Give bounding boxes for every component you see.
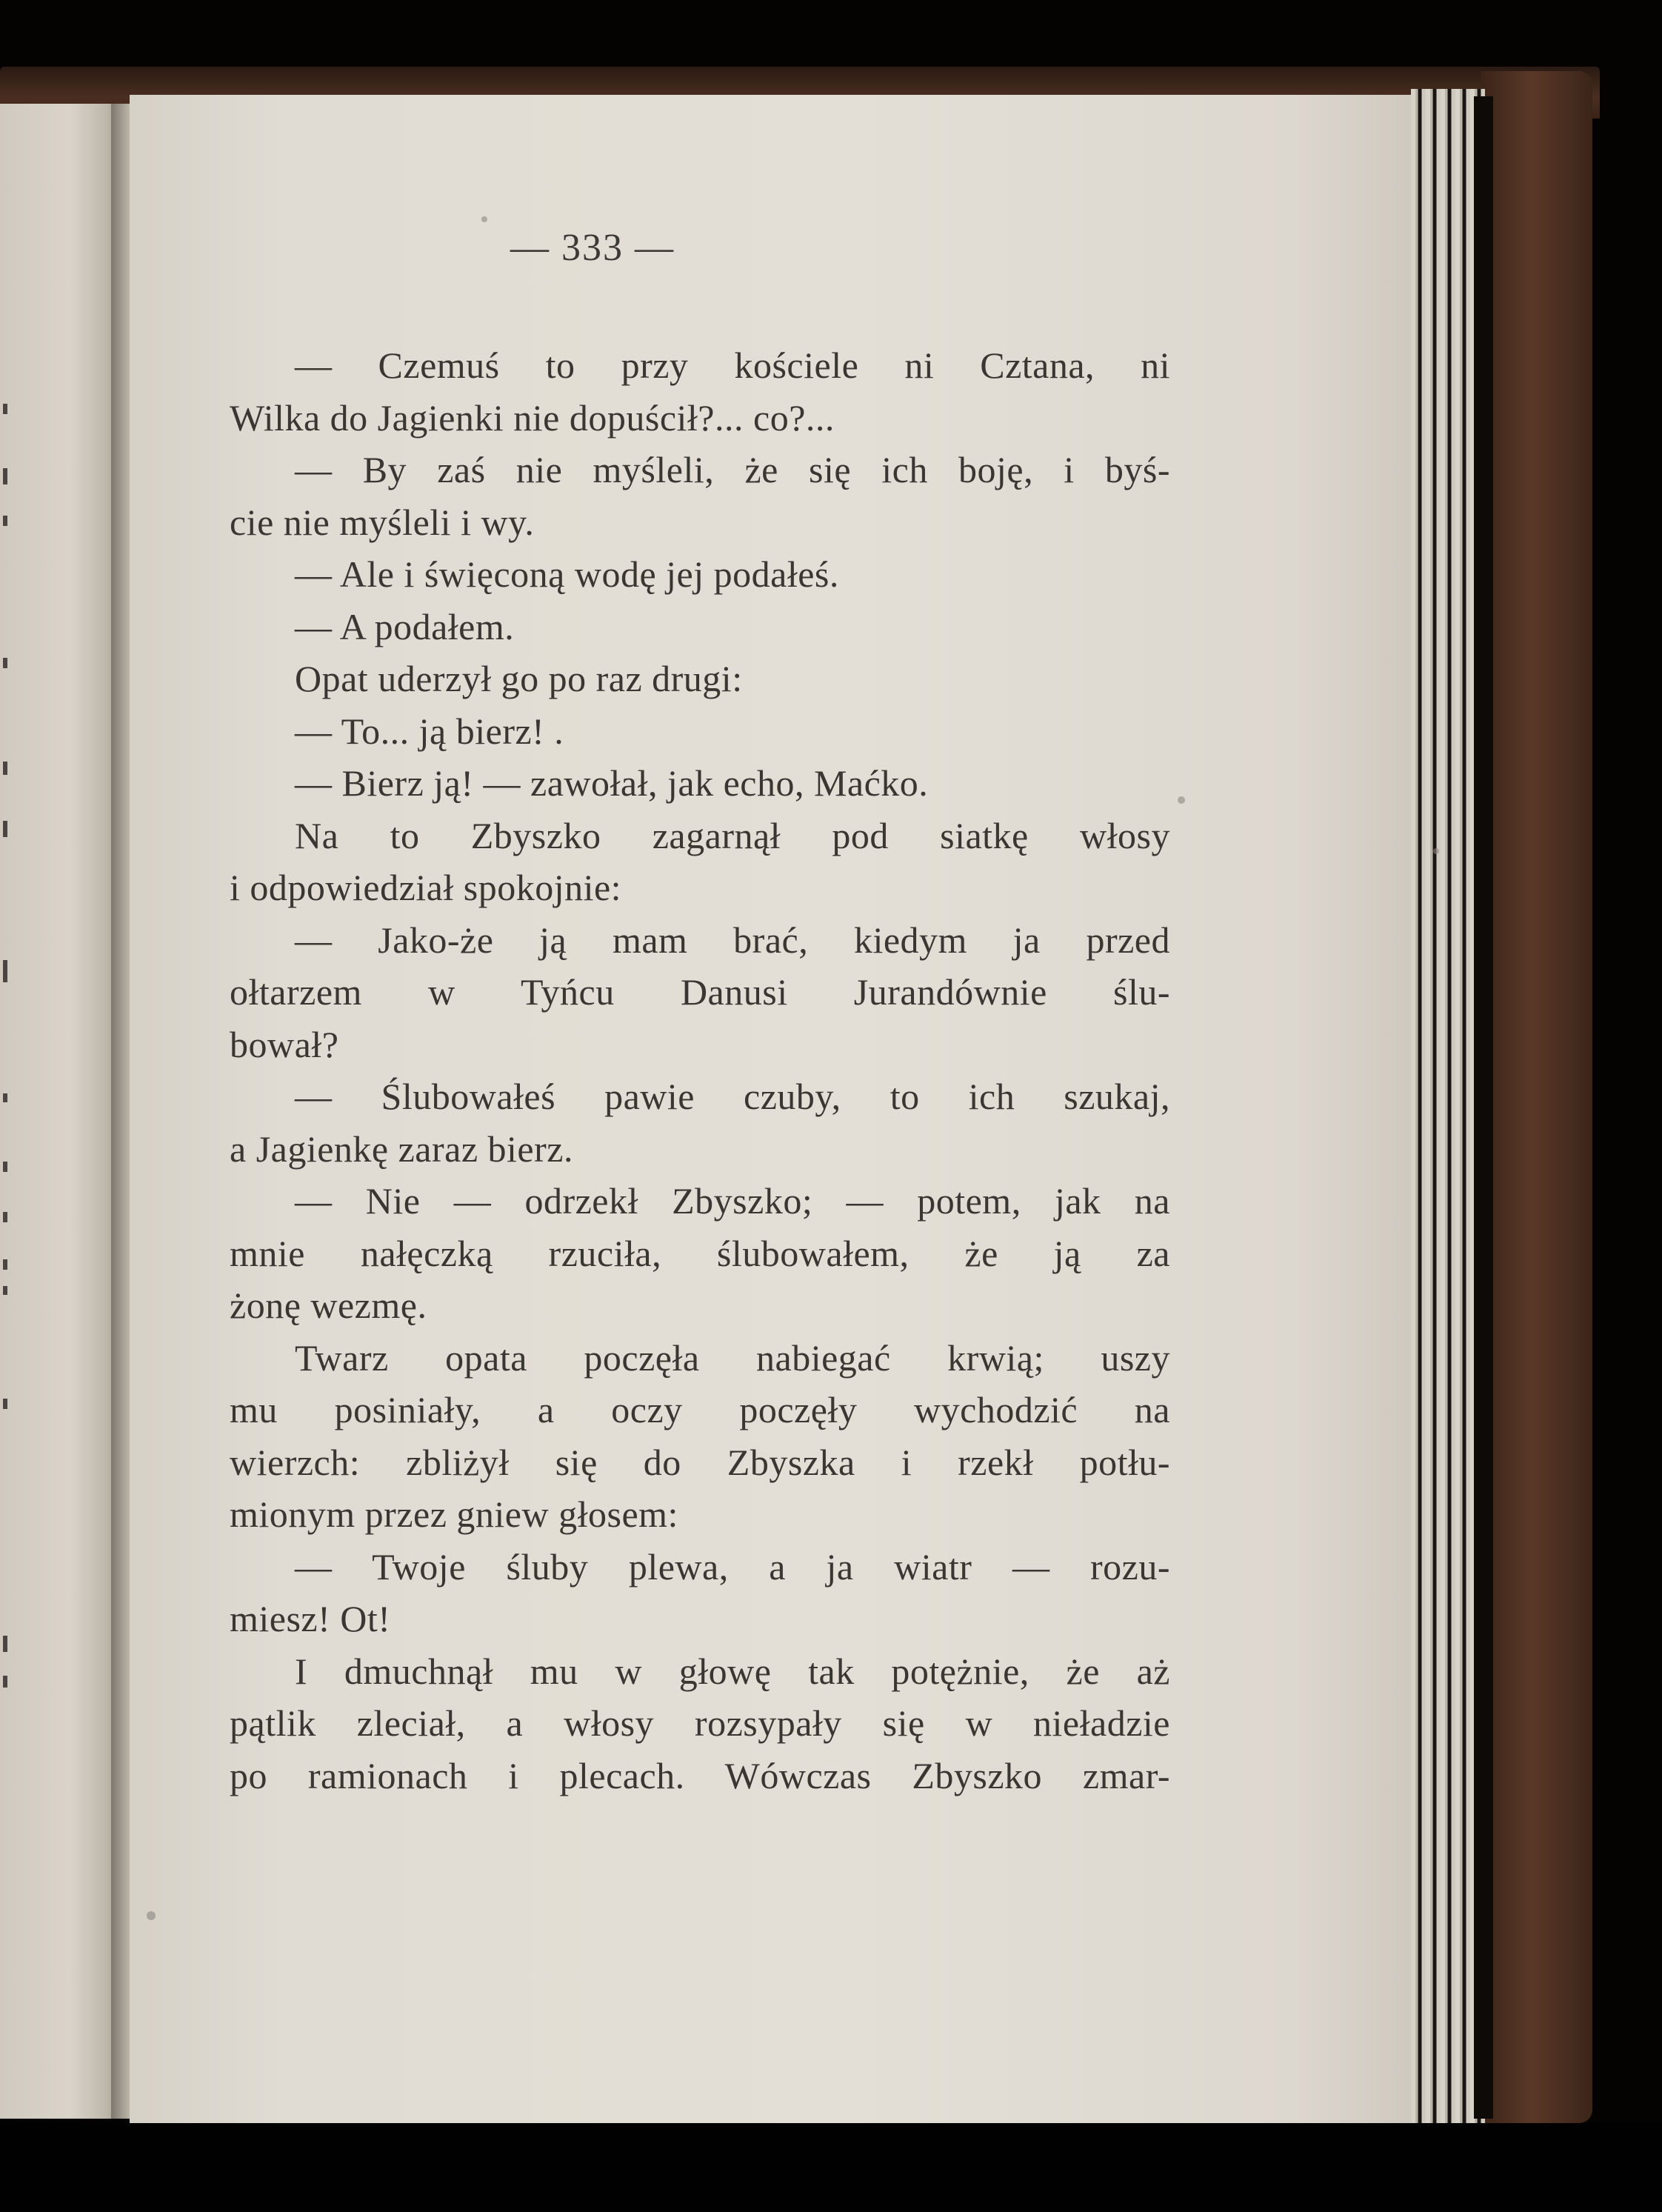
left-page-glyph: [3, 1286, 7, 1295]
left-page-glyph: [3, 404, 7, 414]
left-page-glyph: [3, 821, 7, 837]
left-page-glyph: [3, 1259, 7, 1270]
text-line: — Twoje śluby plewa, a ja wiatr — rozu-: [295, 1545, 1170, 1588]
page-body-text: [230, 339, 1170, 1802]
text-line: — Bierz ją! — zawołał, jak echo, Maćko.: [295, 762, 929, 804]
text-line: ołtarzem w Tyńcu Danusi Jurandównie ślu-: [230, 971, 1170, 1013]
left-page-glyph: [3, 762, 7, 775]
text-line: — Ale i święconą wodę jej podałeś.: [295, 553, 839, 595]
text-line: mionym przez gniew głosem:: [230, 1493, 678, 1535]
left-page-glyph: [3, 1399, 7, 1409]
text-line: — A podałem.: [295, 605, 515, 647]
text-line: — Ślubowałeś pawie czuby, to ich szukaj,: [295, 1076, 1170, 1117]
left-page: [0, 104, 126, 2119]
book-cover-right: [1481, 71, 1592, 2123]
text-line: I dmuchnął mu w głowę tak potężnie, że aż: [295, 1650, 1170, 1692]
text-line: Opat uderzył go po raz drugi:: [295, 658, 743, 699]
text-line: i odpowiedział spokojnie:: [230, 867, 622, 908]
text-line: mu posiniały, a oczy poczęły wychodzić na: [230, 1389, 1170, 1430]
left-page-glyph: [3, 1676, 7, 1688]
text-line: — Nie — odrzekł Zbyszko; — potem, jak na: [295, 1180, 1170, 1222]
text-line: miesz! Ot!: [230, 1598, 391, 1639]
paper-speck: [1433, 848, 1439, 854]
text-line: cie nie myśleli i wy.: [230, 501, 535, 543]
text-line: — Czemuś to przy kościele ni Cztana, ni: [295, 344, 1170, 386]
paper-speck: [147, 1911, 156, 1920]
text-line: bował?: [230, 1023, 339, 1065]
left-page-glyph: [3, 960, 7, 982]
text-line: — Jako-że ją mam brać, kiedym ja przed: [295, 919, 1170, 961]
background-bottom: [0, 2123, 1662, 2212]
left-page-glyph: [3, 1636, 7, 1652]
text-line: — By zaś nie myśleli, że się ich boję, i byś-: [295, 449, 1170, 490]
left-page-glyph: [3, 1093, 7, 1102]
text-line: mnie nałęczką rzuciła, ślubowałem, że ją za: [230, 1232, 1170, 1274]
paper-speck: [1178, 796, 1185, 804]
left-page-glyph: [3, 516, 7, 526]
text-line: Twarz opata poczęła nabiegać krwią; uszy: [295, 1336, 1170, 1379]
left-page-text-edge: [0, 104, 15, 2119]
left-page-glyph: [3, 1212, 7, 1222]
text-line: pątlik zleciał, a włosy rozsypały się w nieładzie: [230, 1702, 1170, 1744]
text-line: żonę wezmę.: [230, 1285, 427, 1326]
left-page-glyph: [3, 1162, 7, 1172]
text-line: Wilka do Jagienki nie dopuścił?... co?...: [230, 396, 835, 439]
page-stack-shadow: [1474, 96, 1493, 2119]
text-line: po ramionach i plecach. Wówczas Zbyszko zmar-: [230, 1754, 1170, 1796]
text-line: wierzch: zbliżył się do Zbyszka i rzekł potłu-: [230, 1441, 1170, 1483]
page-number: — 333 —: [510, 227, 675, 269]
text-line: — To... ją bierz! .: [295, 710, 564, 752]
paper-speck: [481, 216, 487, 222]
text-line: a Jagienkę zaraz bierz.: [230, 1127, 573, 1170]
text-line: Na to Zbyszko zagarnął pod siatkę włosy: [295, 814, 1170, 856]
left-page-glyph: [3, 468, 7, 484]
left-page-glyph: [3, 658, 7, 668]
